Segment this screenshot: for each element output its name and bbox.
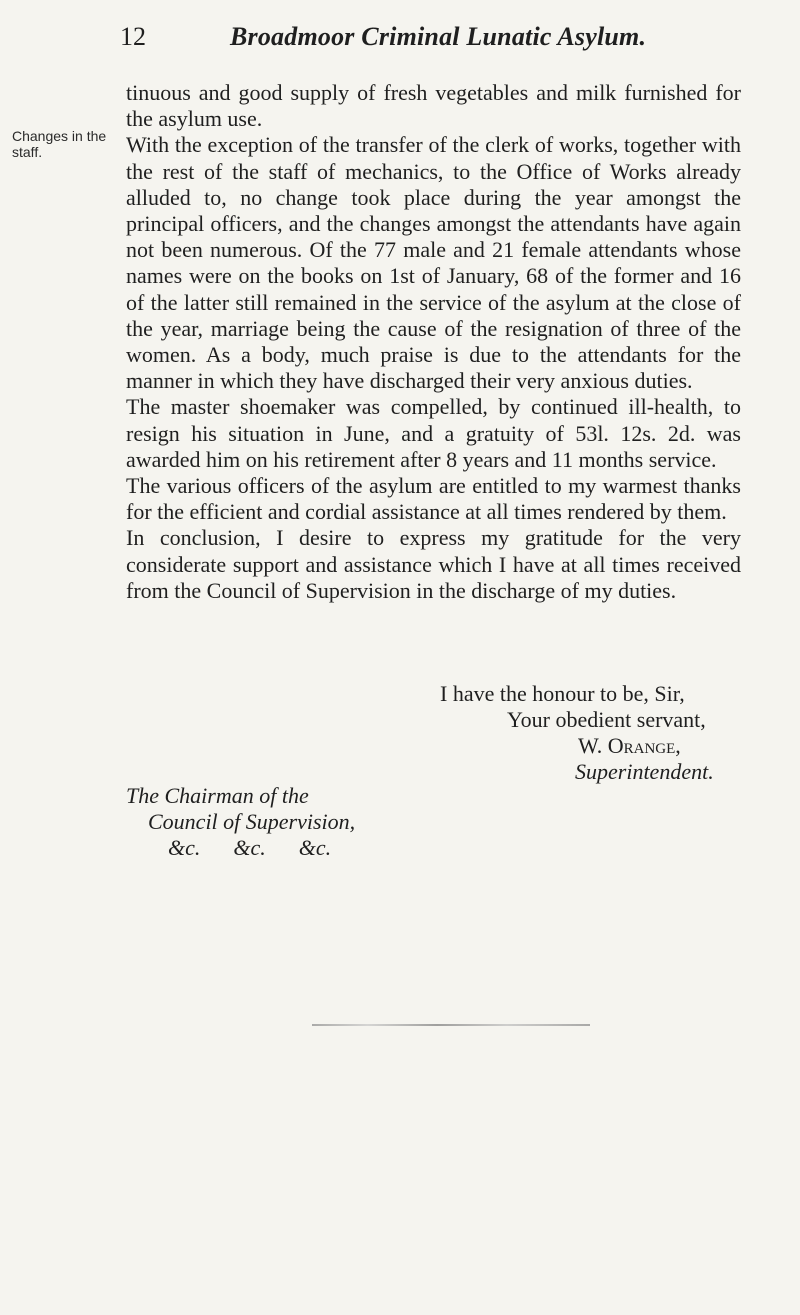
decorative-rule (312, 1024, 590, 1026)
paragraph-continuation: tinuous and good supply of fresh vegetables and milk furnished for the asylum use. (126, 80, 741, 132)
paragraph-conclusion: In conclusion, I desire to express my gratitude for the very considerate support and assistance which I have at all times received from the Council of Supervision in the discharge of my duties. (126, 525, 741, 603)
address-line-2: Council of Supervision, (148, 809, 356, 834)
address-line-3: &c. &c. &c. (168, 835, 332, 860)
body-text (126, 80, 741, 604)
signatory-title: Superintendent. (575, 759, 714, 784)
closing-servant: Your obedient servant, (507, 707, 706, 732)
paragraph-shoemaker: The master shoemaker was compelled, by continued ill-health, to resign his situation in June, and a gratuity of 53l. 12s. 2d. was awarded him on his retirement after 8 years and 11 months service. (126, 394, 741, 472)
paragraph-officers-thanks: The various officers of the asylum are entitled to my warmest thanks for the efficient and cordial assistance at all times rendered by them. (126, 473, 741, 525)
paragraph-staff-changes: With the exception of the transfer of the clerk of works, together with the rest of the staff of mechanics, to the Office of Works already alluded to, no change took place during the year amongst the principal officers, and the changes amongst the attendants have again not been numerous. Of the 77 male and 21 female attendants whose names were on the books on 1st of January, 68 of the former and 16 of the latter still remained in the service of the asylum at the close of the year, marriage being the cause of the resignation of three of the women. As a body, much praise is due to the attendants for the manner in which they have discharged their very anxious duties. (126, 132, 741, 394)
closing-honour: I have the honour to be, Sir, (440, 681, 685, 706)
running-title: Broadmoor Criminal Lunatic Asylum. (230, 22, 647, 51)
signatory-name: W. Orange, (578, 733, 681, 758)
page-header (120, 22, 740, 62)
page-number: 12 (120, 22, 146, 51)
margin-note: Changes in the staff. (12, 128, 107, 160)
address-line-1: The Chairman of the (126, 783, 309, 808)
